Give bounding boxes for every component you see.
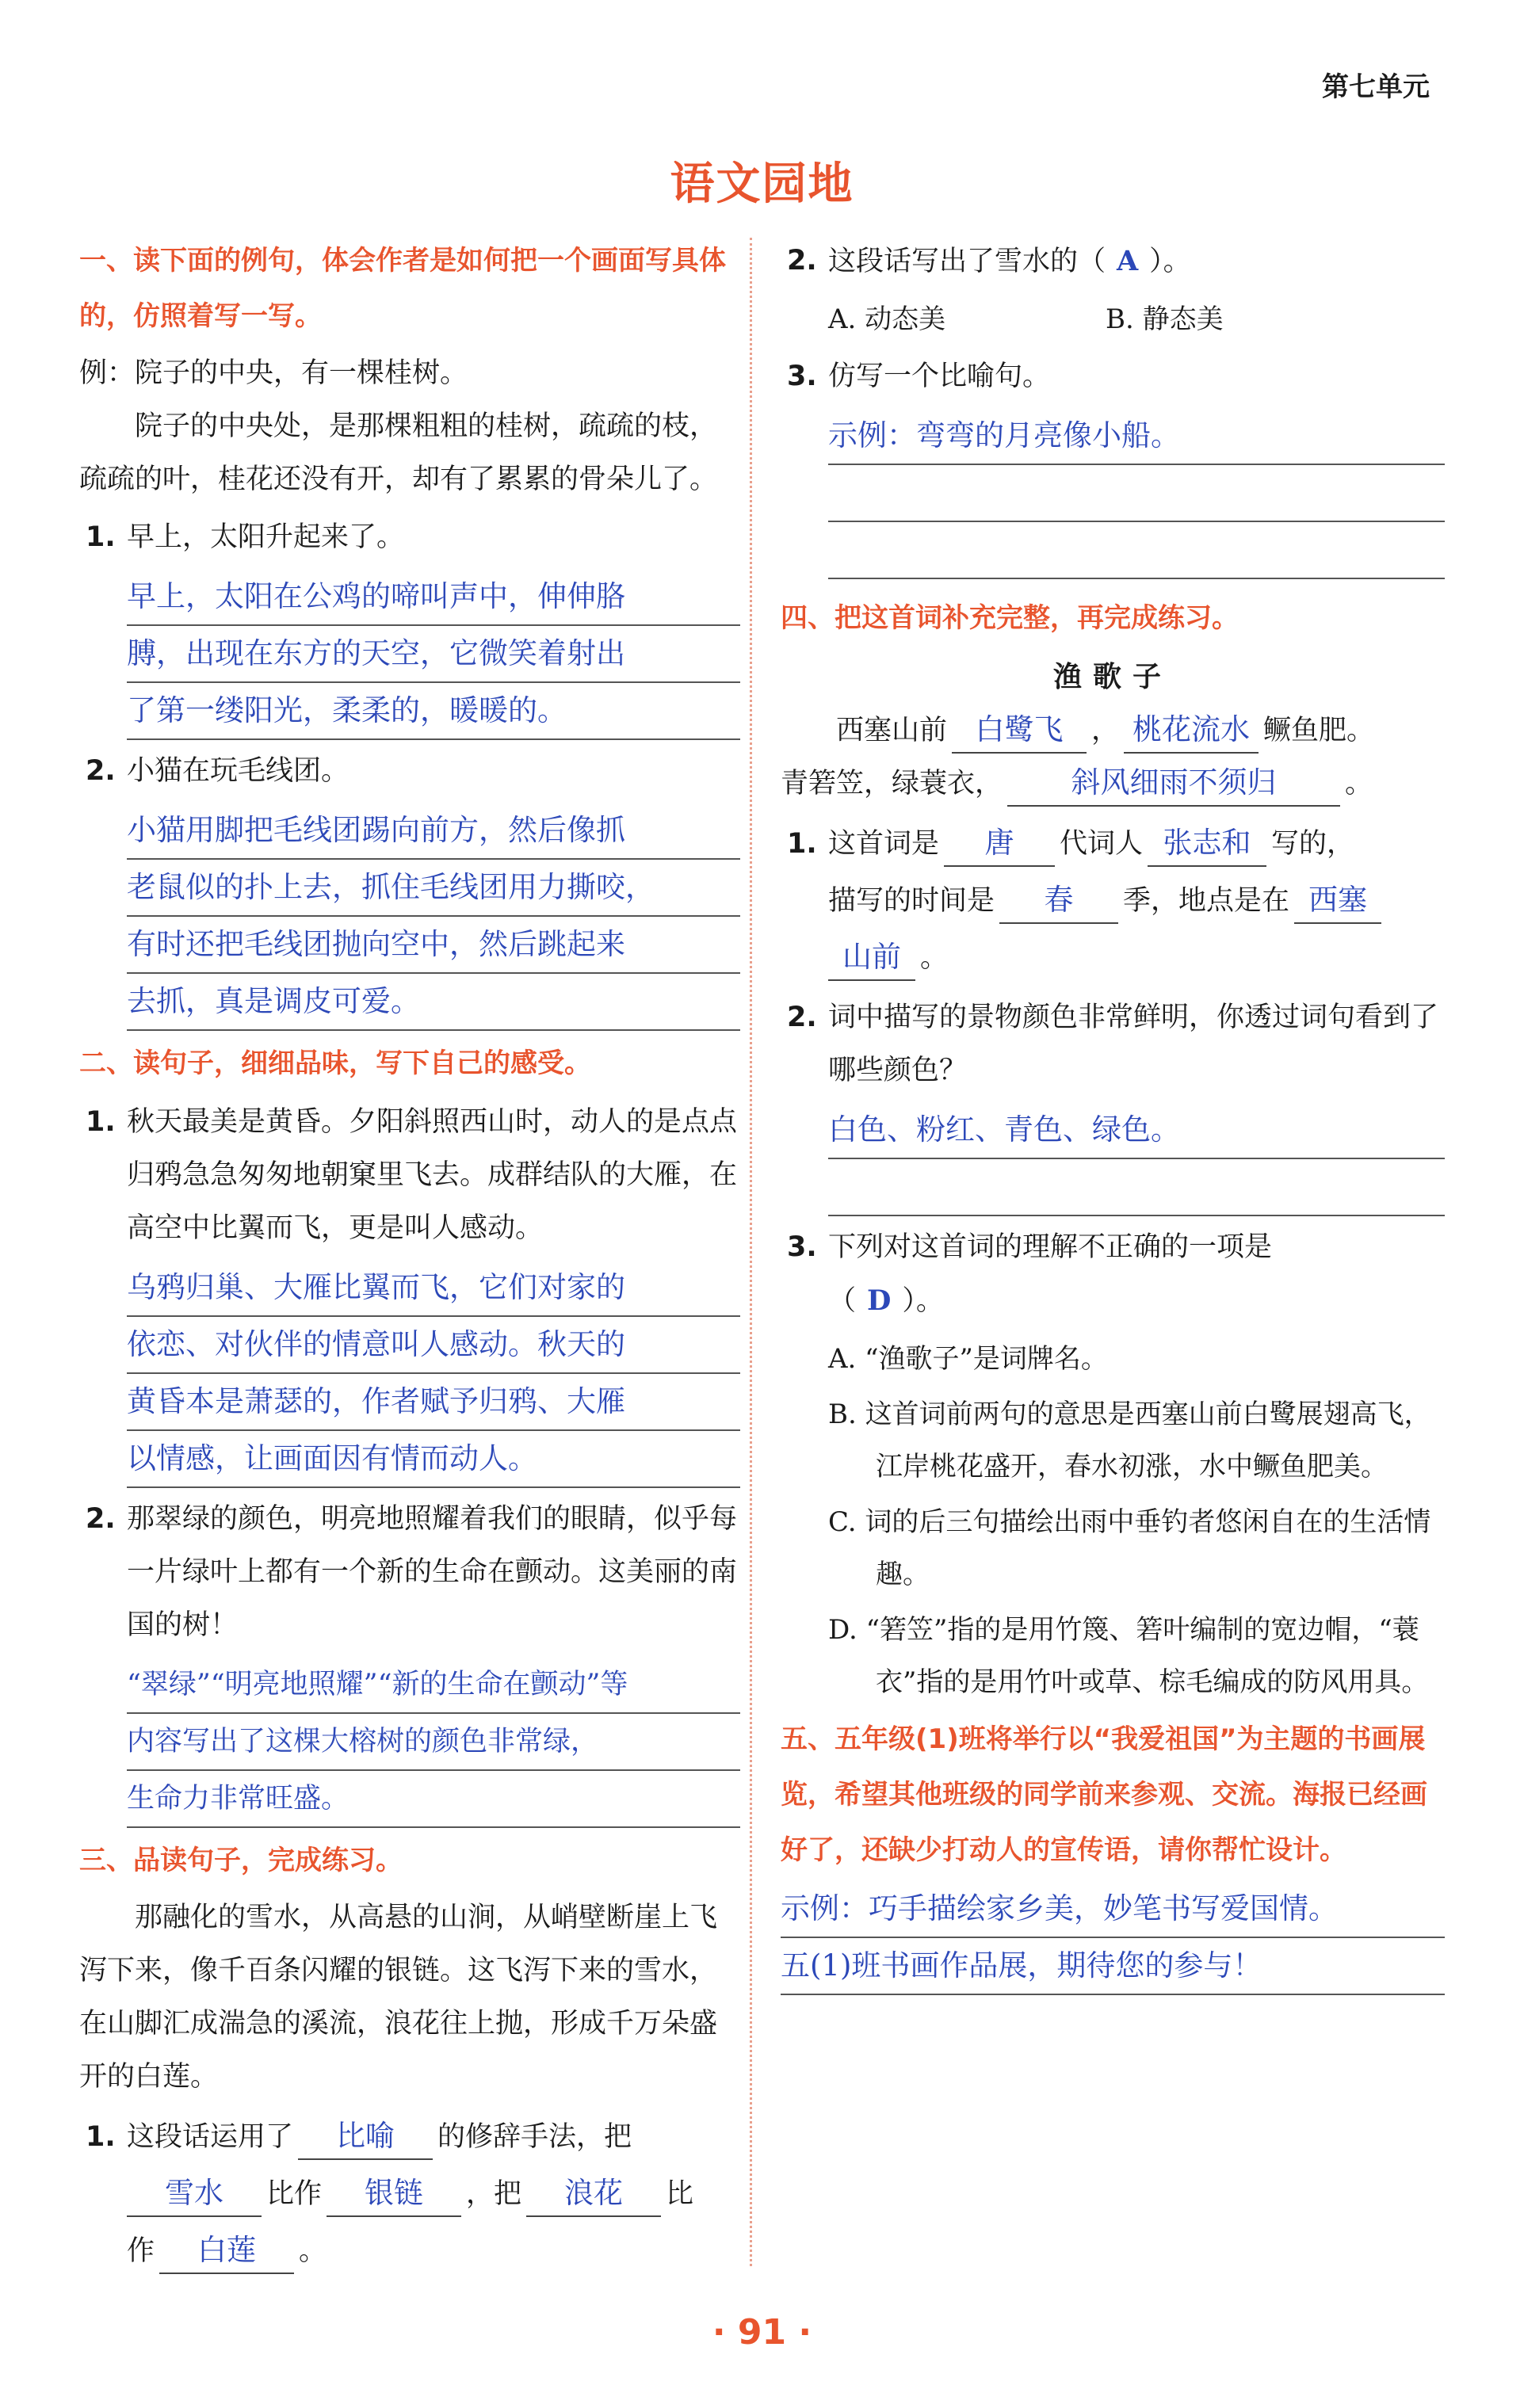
choice-answer: A [1117, 245, 1139, 277]
poem-text: 。 [1345, 768, 1373, 799]
question [781, 1221, 1445, 1328]
option-d: D. “箬笠”指的是用竹篾、箬叶编制的宽边帽，“蓑衣”指的是用竹叶或草、棕毛编成的防风用具。 [828, 1614, 1429, 1698]
fill-blank: 雪水 [127, 2171, 262, 2217]
answer-line: 小猫用脚把毛线团踢向前方，然后像抓 [127, 803, 740, 860]
question-text: 这段话运用了 [127, 2121, 294, 2153]
question-number: 2. [86, 1503, 116, 1535]
fill-blank: 浪花 [526, 2171, 661, 2217]
passage-text: 那融化的雪水，从高悬的山涧，从峭壁断崖上飞泻下来，像千百条闪耀的银链。这飞泻下来的雪水，在山脚汇成湍急的溪流，浪花往上抛，形成千万朵盛开的白莲。 [79, 1902, 718, 2093]
question-text: 这首词是 [828, 828, 940, 860]
fill-blank: 张志和 [1148, 821, 1266, 867]
fill-blank: 斜风细雨不须归 [1007, 761, 1340, 807]
poem-text: 鳜鱼肥。 [1263, 715, 1375, 746]
question-text: ）。 [902, 1285, 944, 1317]
question-text: 词中描写的景物颜色非常鲜明，你透过词句看到了哪些颜色？ [828, 1002, 1439, 1086]
question [79, 2108, 740, 2280]
answer-line: 依恋、对伙伴的情意叫人感动。秋天的 [127, 1317, 740, 1374]
poem-line-2 [781, 758, 1445, 811]
question-text: 作 [127, 2235, 155, 2267]
poem-line-1 [781, 704, 1445, 758]
question-text: 。 [920, 942, 949, 974]
question [781, 991, 1445, 1097]
question-text: 仿写一个比喻句。 [828, 361, 1051, 392]
question-text: 写的， [1271, 828, 1355, 860]
answer-line: 内容写出了这棵大榕树的颜色非常绿， [127, 1714, 740, 1771]
answer-block [781, 408, 1445, 579]
question-text: 描写的时间是 [828, 885, 995, 917]
answer-line: 五(1)班书画作品展，期待您的参与！ [781, 1938, 1445, 1995]
answer-line: 白色、粉红、青色、绿色。 [828, 1102, 1445, 1159]
question-number: 1. [86, 521, 116, 553]
left-column [79, 230, 740, 2284]
answer-line: 早上，太阳在公鸡的啼叫声中，伸伸胳 [127, 569, 740, 626]
question-number: 2. [86, 755, 116, 787]
section-2-heading: 二、读句子，细细品味，写下自己的感受。 [79, 1048, 591, 1079]
page-title: 语文园地 [670, 158, 854, 210]
question [79, 1493, 740, 1652]
question-text: ）。 [1149, 246, 1191, 277]
fill-blank: 山前 [828, 935, 915, 981]
question-text: 代词人 [1060, 828, 1144, 860]
question-number: 3. [787, 1231, 817, 1263]
answer-line: 乌鸦归巢、大雁比翼而飞，它们对家的 [127, 1260, 740, 1317]
question-number: 1. [787, 828, 817, 860]
option-a: A. “渔歌子”是词牌名。 [828, 1343, 1108, 1375]
answer-line: 示例：弯弯的月亮像小船。 [828, 408, 1445, 465]
option-b: B. 这首词前两句的意思是西塞山前白鹭展翅高飞，江岸桃花盛开，春水初涨，水中鳜鱼肥美。 [828, 1399, 1431, 1483]
fill-blank: 唐 [944, 821, 1055, 867]
answer-line: 了第一缕阳光，柔柔的，暖暖的。 [127, 683, 740, 740]
fill-blank: 白莲 [159, 2228, 294, 2274]
answer-line: 黄昏本是萧瑟的，作者赋予归鸦、大雁 [127, 1374, 740, 1431]
answer-line: 以情感，让画面因有情而动人。 [127, 1431, 740, 1488]
unit-label: 第七单元 [1322, 71, 1430, 103]
section-5-heading: 五、五年级(1)班将举行以“我爱祖国”为主题的书画展览，希望其他班级的同学前来参观、交流。海报已经画好了，还缺少打动人的宣传语，请你帮忙设计。 [781, 1723, 1427, 1866]
section-1-heading: 一、读下面的例句，体会作者是如何把一个画面写具体的，仿照着写一写。 [79, 245, 726, 332]
question [79, 511, 740, 564]
fill-blank: 西塞 [1294, 878, 1381, 924]
question-text: 那翠绿的颜色，明亮地照耀着我们的眼睛，似乎每一片绿叶上都有一个新的生命在颤动。这美丽的南国的树！ [127, 1503, 738, 1641]
page-number: · 91 · [712, 2312, 812, 2353]
answer-block [79, 803, 740, 1031]
question-number: 3. [787, 361, 817, 392]
question-text: 比 [666, 2178, 694, 2210]
options-row [781, 293, 1445, 345]
poem-text: 西塞山前 [836, 715, 948, 746]
section-3-heading: 三、品读句子，完成练习。 [79, 1845, 403, 1876]
answer-line-empty [828, 1159, 1445, 1216]
question-text: 下列对这首词的理解不正确的一项是 [828, 1231, 1273, 1263]
option-c: C. 词的后三句描绘出雨中垂钓者悠闲自在的生活情趣。 [828, 1506, 1431, 1590]
question [781, 350, 1445, 403]
answer-block [781, 1102, 1445, 1216]
poem-text: ， [1091, 715, 1120, 746]
question-number: 2. [787, 1002, 817, 1033]
fill-blank: 桃花流水 [1124, 708, 1259, 754]
option-a: A. 动态美 [828, 303, 946, 335]
question-number: 1. [86, 2121, 116, 2153]
answer-line: 膊，出现在东方的天空，它微笑着射出 [127, 626, 740, 683]
fill-blank: 比喻 [298, 2114, 433, 2160]
option-b: B. 静态美 [1106, 303, 1224, 335]
question-text: ，把 [466, 2178, 522, 2210]
question-text: 小猫在玩毛线团。 [127, 755, 349, 787]
question [79, 1096, 740, 1255]
example-text: 院子的中央处，是那棵粗粗的桂树，疏疏的枝，疏疏的叶，桂花还没有开，却有了累累的骨朵儿了。 [79, 410, 718, 495]
answer-line-empty [828, 465, 1445, 522]
fill-blank: 白鹭飞 [952, 708, 1087, 754]
question-number: 2. [787, 245, 817, 277]
question-text: 比作 [266, 2178, 323, 2210]
column-divider [750, 238, 752, 2266]
answer-block [781, 1881, 1445, 1995]
question-text: 早上，太阳升起来了。 [127, 521, 405, 553]
fill-blank: 银链 [327, 2171, 461, 2217]
question-text: 的修辞手法，把 [437, 2121, 632, 2153]
answer-block [79, 1657, 740, 1828]
answer-line: 示例：巧手描绘家乡美，妙笔书写爱国情。 [781, 1881, 1445, 1938]
question-text: （ [828, 1285, 857, 1317]
question [781, 235, 1445, 288]
answer-line: 生命力非常旺盛。 [127, 1771, 740, 1828]
question-number: 1. [86, 1106, 116, 1138]
poem-title: 渔歌子 [1052, 660, 1172, 693]
choice-answer: D [867, 1284, 892, 1317]
answer-line: 有时还把毛线团抛向空中，然后跳起来 [127, 917, 740, 974]
answer-line: “翠绿”“明亮地照耀”“新的生命在颤动”等 [127, 1657, 740, 1714]
answer-line: 去抓，真是调皮可爱。 [127, 974, 740, 1031]
answer-block [79, 569, 740, 740]
answer-block [79, 1260, 740, 1488]
question [781, 815, 1445, 986]
right-column [781, 230, 1445, 1995]
poem-text: 青箬笠，绿蓑衣， [781, 768, 1003, 799]
example-label: 例：院子的中央，有一棵桂树。 [79, 357, 468, 389]
answer-line: 老鼠似的扑上去，抓住毛线团用力撕咬， [127, 860, 740, 917]
question-text: 。 [299, 2235, 327, 2267]
question-text: 秋天最美是黄昏。夕阳斜照西山时，动人的是点点归鸦急急匆匆地朝窠里飞去。成群结队的大雁，在高空中比翼而飞，更是叫人感动。 [127, 1106, 738, 1244]
fill-blank: 春 [999, 878, 1118, 924]
section-4-heading: 四、把这首词补充完整，再完成练习。 [781, 602, 1239, 634]
question-text: 这段话写出了雪水的（ [828, 246, 1106, 277]
question-text: 季，地点是在 [1123, 885, 1290, 917]
answer-line-empty [828, 522, 1445, 579]
question [79, 745, 740, 798]
